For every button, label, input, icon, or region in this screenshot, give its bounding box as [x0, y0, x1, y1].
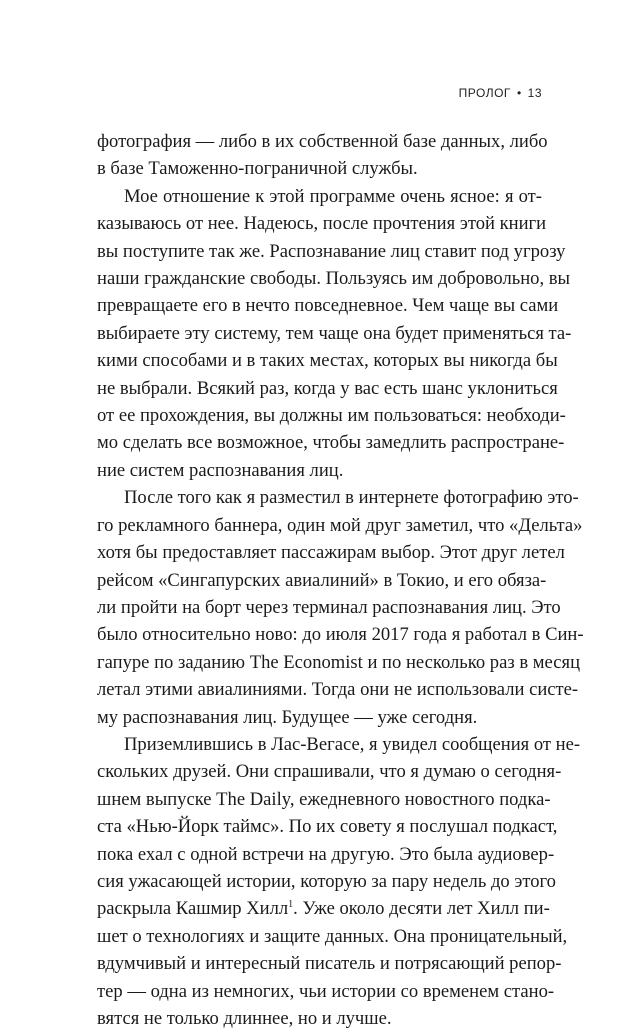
text-line: не выбрали. Всякий раз, когда у вас есть шанс уклониться [97, 377, 558, 399]
paragraph [97, 128, 548, 183]
text-line: шнем выпуске The Daily, ежедневного новостного подка- [97, 788, 551, 810]
text-line: мо сделать все возможное, чтобы замедлить распростране- [97, 432, 565, 454]
line-text: раскрыла Кашмир Хилл [97, 898, 289, 920]
paragraph [97, 484, 584, 731]
text-line: в базе Таможенно-пограничной службы. [97, 158, 418, 180]
text-line: вы поступите так же. Распознавание лиц ставит под угрозу [97, 240, 566, 262]
text-line: тер — одна из немногих, чьи истории со временем стано- [97, 980, 555, 1002]
text-line: гапуре по заданию The Economist и по несколько раз в месяц [97, 651, 581, 673]
text-line: вятся не только длиннее, но и лучше. [97, 1008, 392, 1029]
text-line: сия ужасающей истории, которую за пару недель до этого [97, 870, 556, 892]
paragraph [97, 183, 572, 484]
text-line: было относительно ново: до июля 2017 года я работал в Син- [97, 624, 584, 646]
section-title: ПРОЛОГ [458, 86, 511, 100]
text-line: После того как я разместил в интернете фотографию это- [124, 487, 579, 509]
text-line: шет о технологиях и защите данных. Она проницательный, [97, 925, 568, 947]
text-line: хотя бы предоставляет пассажирам выбор. Этот друг летел [97, 542, 565, 564]
text-line: фотография — либо в их собственной базе данных, либо [97, 131, 548, 152]
text-line: выбираете эту систему, тем чаще она будет применяться та- [97, 322, 572, 344]
text-line: ста «Нью-Йорк таймс». По их совету я послушал подкаст, [97, 816, 558, 838]
footnote-marker[interactable]: 1 [288, 899, 294, 911]
text-line: му распознавания лиц. Будущее — уже сегодня. [97, 706, 478, 728]
text-line: ние систем распознавания лиц. [97, 459, 344, 481]
text-line: го рекламного баннера, один мой друг заметил, что «Дельта» [97, 514, 583, 536]
text-line: пока ехал с одной встречи на другую. Это была аудиовер- [97, 843, 555, 865]
text-line: Приземлившись в Лас-Вегасе, я увидел сообщения от не- [124, 733, 581, 755]
body-text [97, 128, 584, 1032]
text-line: кими способами и в таких местах, которых вы никогда бы [97, 350, 558, 372]
text-line: Мое отношение к этой программе очень ясное: я от- [124, 185, 542, 207]
text-line: рейсом «Сингапурских авиалиний» в Токио, и его обяза- [97, 569, 547, 591]
line-text-tail: . Уже около десяти лет Хилл пи- [293, 898, 550, 920]
text-line: превращаете его в нечто повседневное. Чем чаще вы сами [97, 295, 559, 317]
text-line: наши гражданские свободы. Пользуясь им добровольно, вы [97, 268, 571, 290]
text-line-with-footnote [97, 895, 550, 922]
paragraph [97, 731, 581, 1032]
text-line: казываюсь от нее. Надеюсь, после прочтения этой книги [97, 213, 547, 235]
text-line: от ее прохождения, вы должны им пользоваться: необходи- [97, 405, 566, 427]
text-line: вдумчивый и интересный писатель и потрясающий репор- [97, 953, 562, 975]
page-number: 13 [527, 86, 542, 100]
text-line: ли пройти на борт через терминал распознавания лиц. Это [97, 596, 561, 618]
text-line: скольких друзей. Они спрашивали, что я думаю о сегодня- [97, 761, 562, 783]
text-line: летал этими авиалиниями. Тогда они не использовали систе- [97, 679, 579, 701]
header-separator: • [516, 86, 522, 100]
running-head [459, 86, 542, 100]
